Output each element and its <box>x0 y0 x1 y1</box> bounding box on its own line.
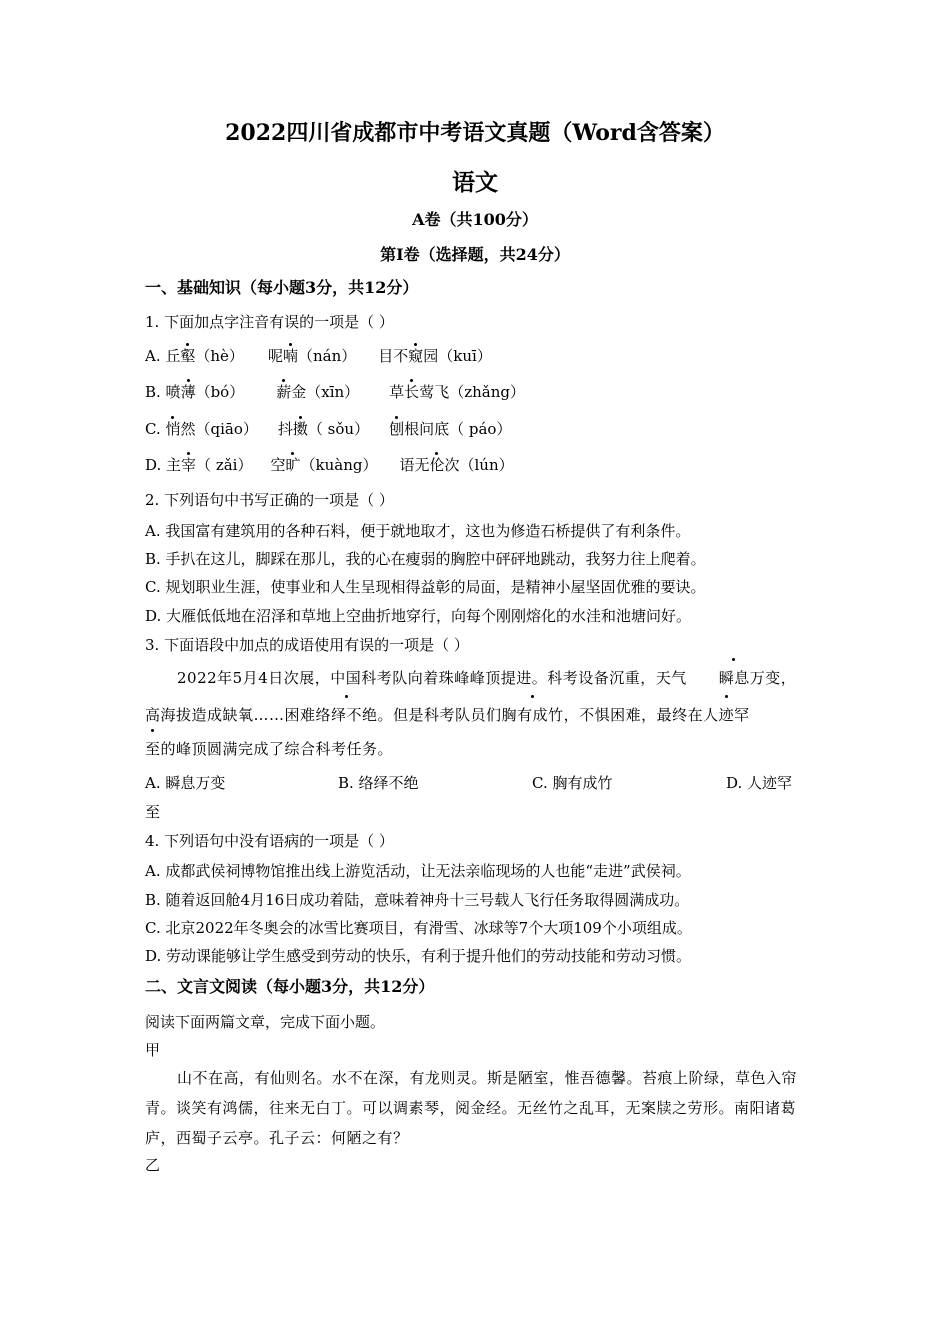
q1-option-b: B. 喷薄（bó） 薪金（xīn） 草长莺飞（zhǎng） <box>145 383 525 401</box>
q4-option-c: C. 北京2022年冬奥会的冰雪比赛项目，有滑雪、冰球等7个大项109个小项组成。 <box>145 919 692 937</box>
q2-option-a: A. 我国富有建筑用的各种石料，便于就地取才，这也为修造石桥提供了有利条件。 <box>145 522 691 540</box>
dotted-idiom: 胸有成竹 <box>502 698 564 733</box>
q1-option-c: C. 悄然（qiāo） 抖擞（ sǒu） 刨根问底（ páo） <box>145 420 512 438</box>
q3-stem: 3. 下面语段中加点的成语使用有误的一项是（ ） <box>145 636 469 654</box>
dotted-idiom: 瞬息万变 <box>687 661 781 696</box>
text-a-body: 山不在高，有仙则名。水不在深，有龙则灵。斯是陋室，惟吾德馨。苔痕上阶绿，草色入帘青。谈笑有鸿儒，往来无白丁。可以调素琴，阅金经。无丝竹之乱耳，无案牍之劳形。南阳诸葛庐，西蜀子云亭。孔子云：何陋之有？ <box>145 1069 798 1147</box>
q4-option-a: A. 成都武侯祠博物馆推出线上游览活动，让无法亲临现场的人也能“走进”武侯祠。 <box>145 862 691 880</box>
section-1-title: 一、基础知识（每小题3分，共12分） <box>145 278 419 297</box>
q3-option-d-wrap: 至 <box>145 803 161 821</box>
reading-intro: 阅读下面两篇文章，完成下面小题。 <box>145 1013 386 1031</box>
q3-passage-line-3: 至的峰顶圆满完成了综合科考任务。 <box>145 732 810 767</box>
document-title: 2022四川省成都市中考语文真题（Word含答案） <box>225 120 725 146</box>
q2-option-b: B. 手扒在这儿，脚踩在那儿，我的心在瘦弱的胸腔中砰砰地跳动，我努力往上爬着。 <box>145 550 706 568</box>
section-2-title: 二、文言文阅读（每小题3分，共12分） <box>145 977 435 996</box>
volume-1-heading: 第Ⅰ卷（选择题，共24分） <box>380 245 570 264</box>
text-a-label: 甲 <box>145 1041 161 1059</box>
q1-option-d: D. 主宰（ zǎi） 空旷（kuàng） 语无伦次（lún） <box>145 456 514 474</box>
q3-option-c: C. 胸有成竹 <box>532 774 613 792</box>
subject-title: 语文 <box>452 169 498 196</box>
q4-option-d: D. 劳动课能够让学生感受到劳动的快乐，有利于提升他们的劳动技能和劳动习惯。 <box>145 947 692 965</box>
q4-option-b: B. 随着返回舱4月16日成功着陆，意味着神舟十三号载人飞行任务取得圆满成功。 <box>145 891 690 909</box>
dotted-idiom: 人迹罕 <box>703 698 750 733</box>
q1-option-a: A. 丘壑（hè） 呢喃（nán） 目不窥园（kuī） <box>145 347 492 365</box>
q3-option-b: B. 络绎不绝 <box>338 774 419 792</box>
q1-stem: 1. 下面加点字注音有误的一项是（ ） <box>145 313 394 331</box>
q2-option-d: D. 大雁低低地在沼泽和草地上空曲折地穿行，向每个刚刚熔化的水洼和池塘问好。 <box>145 607 692 625</box>
volume-a-heading: A卷（共100分） <box>412 210 538 229</box>
q4-stem: 4. 下列语句中没有语病的一项是（ ） <box>145 832 394 850</box>
q3-passage: 2022年5月4日次展，中国科考队向着珠峰峰顶提进。科考设备沉重，天气 瞬息万变， <box>145 661 810 696</box>
q2-option-c: C. 规划职业生涯，使事业和人生呈现相得益彰的局面，是精神小屋坚固优雅的要诀。 <box>145 578 706 596</box>
dotted-idiom: 络绎不绝 <box>316 698 378 733</box>
q2-stem: 2. 下列语句中书写正确的一项是（ ） <box>145 491 394 509</box>
q3-passage-line-2: 高海拔造成缺氧……困难络绎不绝。但是科考队员们胸有成竹，不惧困难，最终在人迹罕 <box>145 698 810 733</box>
q3-option-d: D. 人迹罕 <box>726 774 793 792</box>
q3-option-a: A. 瞬息万变 <box>145 774 226 792</box>
text-b-label: 乙 <box>145 1156 161 1174</box>
